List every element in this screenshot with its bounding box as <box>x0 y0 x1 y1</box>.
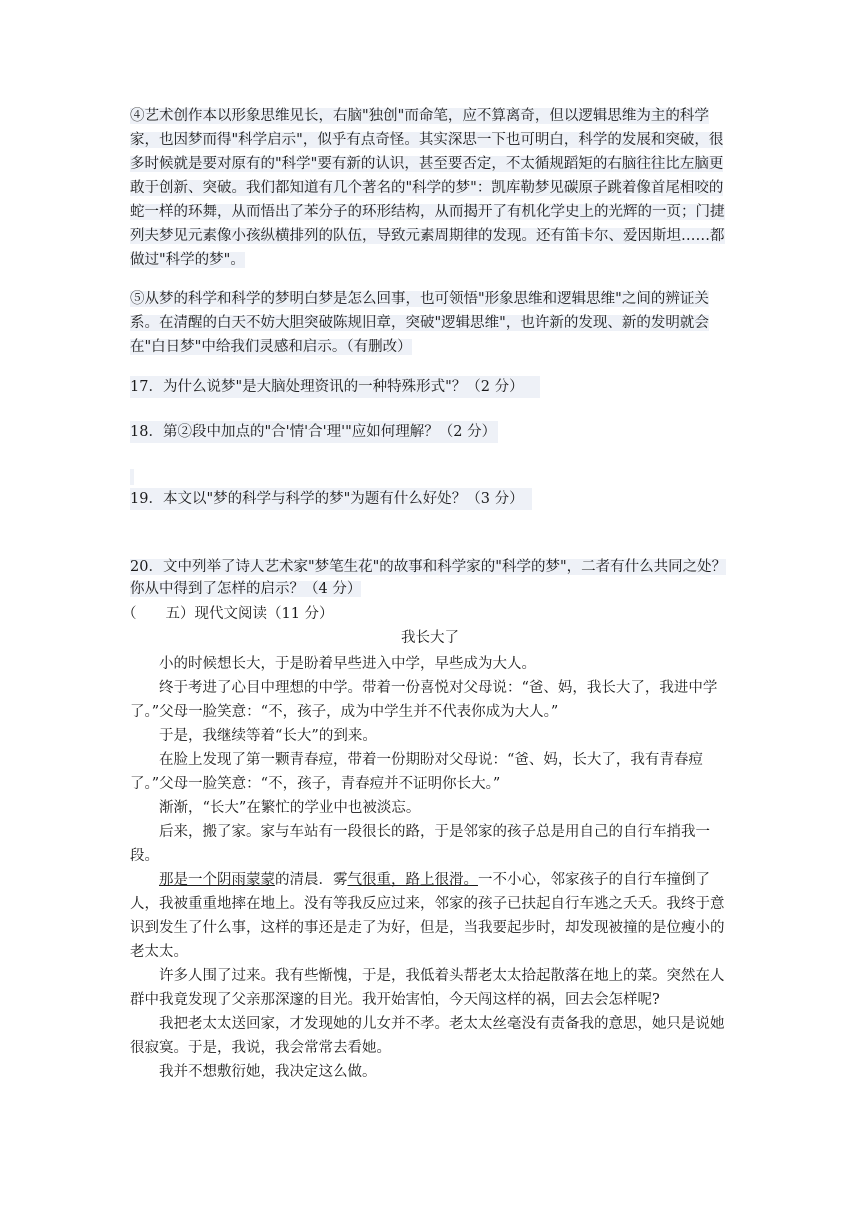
plain-text: 的清晨．雾 <box>275 872 348 888</box>
paragraph-5-text: ⑤从梦的科学和科学的梦明白梦是怎么回事，也可领悟"形象思维和逻辑思维"之间的辨证关系。在清醒的白天不妨大胆突破陈规旧章，突破"逻辑思维"，也许新的发现、新的发明就会在"白日梦"中给我们灵感和启示。（有删改） <box>130 291 709 355</box>
question-20 <box>130 556 732 600</box>
story-body <box>130 652 732 1084</box>
story-paragraph: 渐渐，“长大”在繁忙的学业中也被淡忘。 <box>159 800 421 816</box>
paragraph-5 <box>130 287 732 359</box>
highlight-mark <box>130 469 134 485</box>
story-title: 我长大了 <box>401 630 459 646</box>
underlined-phrase: 那是一个阴雨蒙蒙 <box>159 872 275 888</box>
story-paragraph: 于是，我继续等着“长大”的到来。 <box>159 728 377 744</box>
section-heading: （ 五）现代文阅读（11 分） <box>122 606 334 622</box>
paragraph-4 <box>130 104 732 272</box>
story-paragraph-underlined <box>130 868 732 964</box>
question-19: 19．本文以"梦的科学与科学的梦"为题有什么好处？（3 分） <box>130 488 532 510</box>
story-paragraph: 我把老太太送回家，才发现她的儿女并不孝。老太太丝毫没有责备我的意思，她只是说她很寂寞。于是，我说，我会常常去看她。 <box>130 1016 725 1056</box>
story-paragraph: 后来，搬了家。家与车站有一段很长的路，于是邻家的孩子总是用自己的自行车捎我一段。 <box>130 824 710 864</box>
question-18: 18．第②段中加点的"合'情'合'理'"应如何理解？（2 分） <box>130 421 498 443</box>
question-20-text: 20．文中列举了诗人艺术家"梦笔生花"的故事和科学家的"科学的梦"，二者有什么共同之处？你从中得到了怎样的启示？（4 分） <box>130 559 727 597</box>
story-paragraph: 小的时候想长大，于是盼着早些进入中学，早些成为大人。 <box>159 656 536 672</box>
story-paragraph: 许多人围了过来。我有些惭愧，于是，我低着头帮老太太拾起散落在地上的菜。突然在人群中我竟发现了父亲那深邃的目光。我开始害怕，今天闯这样的祸，回去会怎样呢? <box>130 968 725 1008</box>
story-paragraph: 终于考进了心目中理想的中学。带着一份喜悦对父母说：“爸、妈，我长大了，我进中学了。”父母一脸笑意：“不，孩子，成为中学生并不代表你成为大人。” <box>130 680 718 720</box>
underlined-phrase: 气很重，路上很滑。 <box>347 872 478 888</box>
plain-text: 一不小心，邻家孩子的自行车撞倒了人，我被重重地摔在地上。没有等我反应过来，邻家的孩子已扶起自行车逃之夭夭。我终于意识到发生了什么事，这样的事还是走了为好，但是，当我要起步时，却发现被撞的是位瘦小的老太太。 <box>130 872 725 960</box>
paragraph-4-text: ④艺术创作本以形象思维见长，右脑"独创"而命笔，应不算离奇，但以逻辑思维为主的科学家，也因梦而得"科学启示"，似乎有点奇怪。其实深思一下也可明白，科学的发展和突破，很多时候就是要对原有的"科学"要有新的认识，甚至要否定，不太循规蹈矩的右脑往往比左脑更敢于创新、突破。我们都知道有几个著名的"科学的梦"：凯库勒梦见碳原子跳着像首尾相咬的蛇一样的环舞，从而悟出了苯分子的环形结构，从而揭开了有机化学史上的光辉的一页；门捷列夫梦见元素像小孩纵横排列的队伍，导致元素周期律的发现。还有笛卡尔、爱因斯坦……都做过"科学的梦"。 <box>130 108 725 268</box>
story-paragraph: 在脸上发现了第一颗青春痘，带着一份期盼对父母说：“爸、妈，长大了，我有青春痘了。”父母一脸笑意：“不，孩子，青春痘并不证明你长大。” <box>130 752 703 792</box>
question-17: 17．为什么说梦"是大脑处理资讯的一种特殊形式"？（2 分） <box>130 376 540 398</box>
story-paragraph: 我并不想敷衍她，我决定这么做。 <box>159 1064 377 1080</box>
